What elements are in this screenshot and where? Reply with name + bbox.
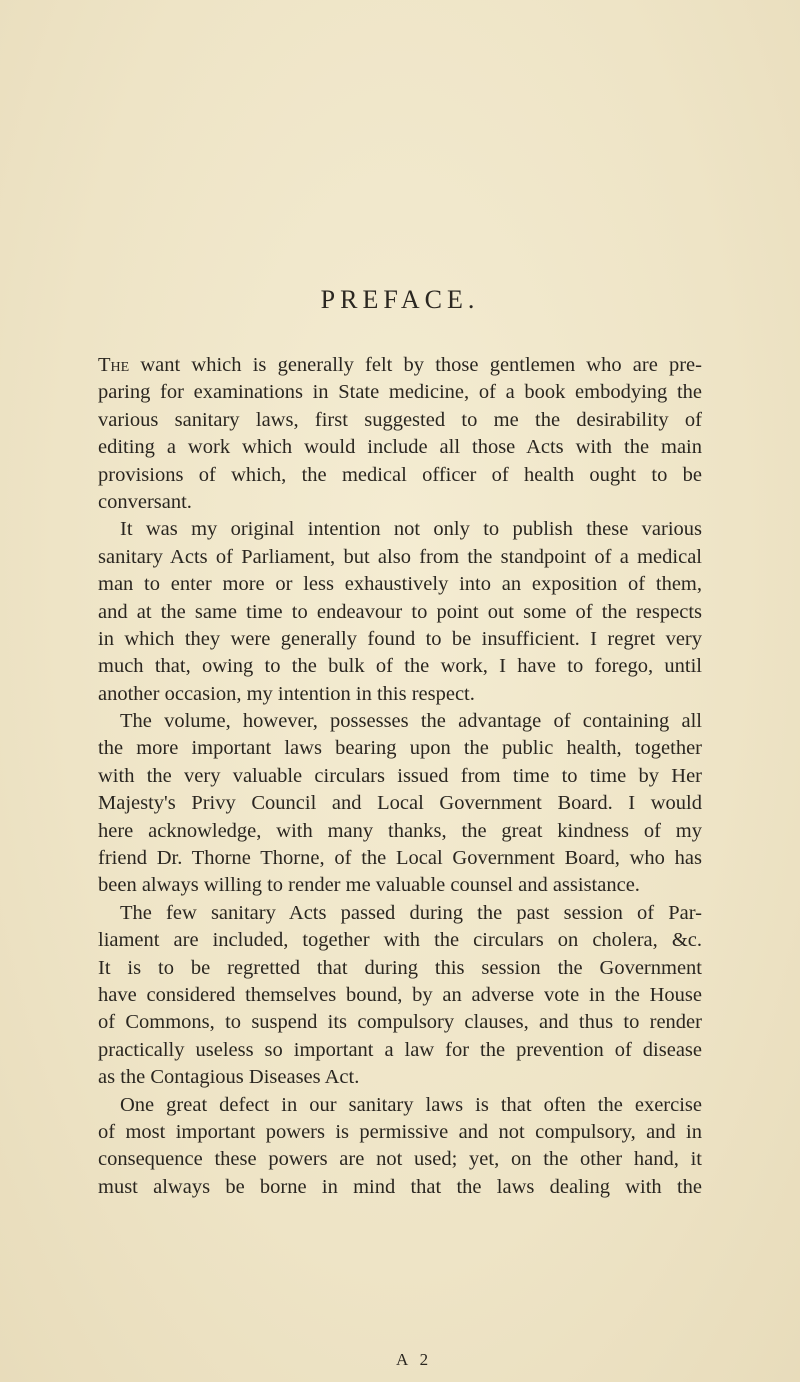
text-line: consequence these powers are not used; yet, on the other hand, it (98, 1148, 702, 1171)
text-line: Majesty's Privy Council and Local Government Board. I would (98, 792, 702, 815)
text-line: man to enter more or less exhaustively into an exposition of them, (98, 573, 702, 596)
paragraph-3 (98, 708, 702, 900)
text-line: been always willing to render me valuable counsel and assistance. (98, 874, 640, 897)
paragraph-1 (98, 352, 702, 516)
text-line: much that, owing to the bulk of the work, I have to forego, until (98, 655, 702, 678)
text-line: The want which is generally felt by those gentlemen who are pre- (98, 354, 702, 376)
text-line: the more important laws bearing upon the public health, together (98, 737, 702, 760)
paragraph-2 (98, 516, 702, 708)
text-line: of most important powers is permissive and not compulsory, and in (98, 1120, 702, 1143)
preface-body (98, 352, 702, 1201)
text-line: various sanitary laws, first suggested to me the desirability of (98, 408, 702, 431)
text-line: The few sanitary Acts passed during the past session of Par- (120, 901, 702, 924)
text-line: liament are included, together with the circulars on cholera, &c. (98, 929, 702, 952)
paragraph-5 (98, 1092, 702, 1202)
text-line: have considered themselves bound, by an adverse vote in the House (98, 983, 702, 1006)
text-line: as the Contagious Diseases Act. (98, 1066, 360, 1089)
text-line: must always be borne in mind that the laws dealing with the (98, 1175, 702, 1198)
text-line: One great defect in our sanitary laws is that often the exercise (120, 1093, 702, 1116)
text-line: It is to be regretted that during this session the Government (98, 956, 702, 979)
paragraph-4 (98, 900, 702, 1092)
text-line: provisions of which, the medical officer of health ought to be (98, 463, 702, 486)
text-line: paring for examinations in State medicine, of a book embodying the (98, 381, 702, 404)
text-line: with the very valuable circulars issued from time to time by Her (98, 764, 702, 787)
text-line: The volume, however, possesses the advantage of containing all (120, 710, 702, 733)
preface-heading: PREFACE. (320, 285, 480, 314)
text-line: practically useless so important a law for the prevention of disease (98, 1038, 702, 1061)
signature-mark: A 2 (396, 1350, 433, 1369)
text-line: friend Dr. Thorne Thorne, of the Local Government Board, who has (98, 847, 702, 870)
text-line: conversant. (98, 490, 192, 513)
text-line: and at the same time to endeavour to point out some of the respects (98, 600, 702, 623)
text-line: of Commons, to suspend its compulsory clauses, and thus to render (98, 1011, 702, 1034)
drop-word: The (98, 354, 130, 376)
text-line: editing a work which would include all those Acts with the main (98, 436, 702, 459)
text-line: another occasion, my intention in this respect. (98, 682, 475, 705)
text-line: here acknowledge, with many thanks, the great kindness of my (98, 819, 702, 842)
text-line: sanitary Acts of Parliament, but also from the standpoint of a medical (98, 545, 702, 568)
text-line: It was my original intention not only to publish these various (120, 518, 702, 541)
text-line: in which they were generally found to be insufficient. I regret very (98, 627, 702, 650)
